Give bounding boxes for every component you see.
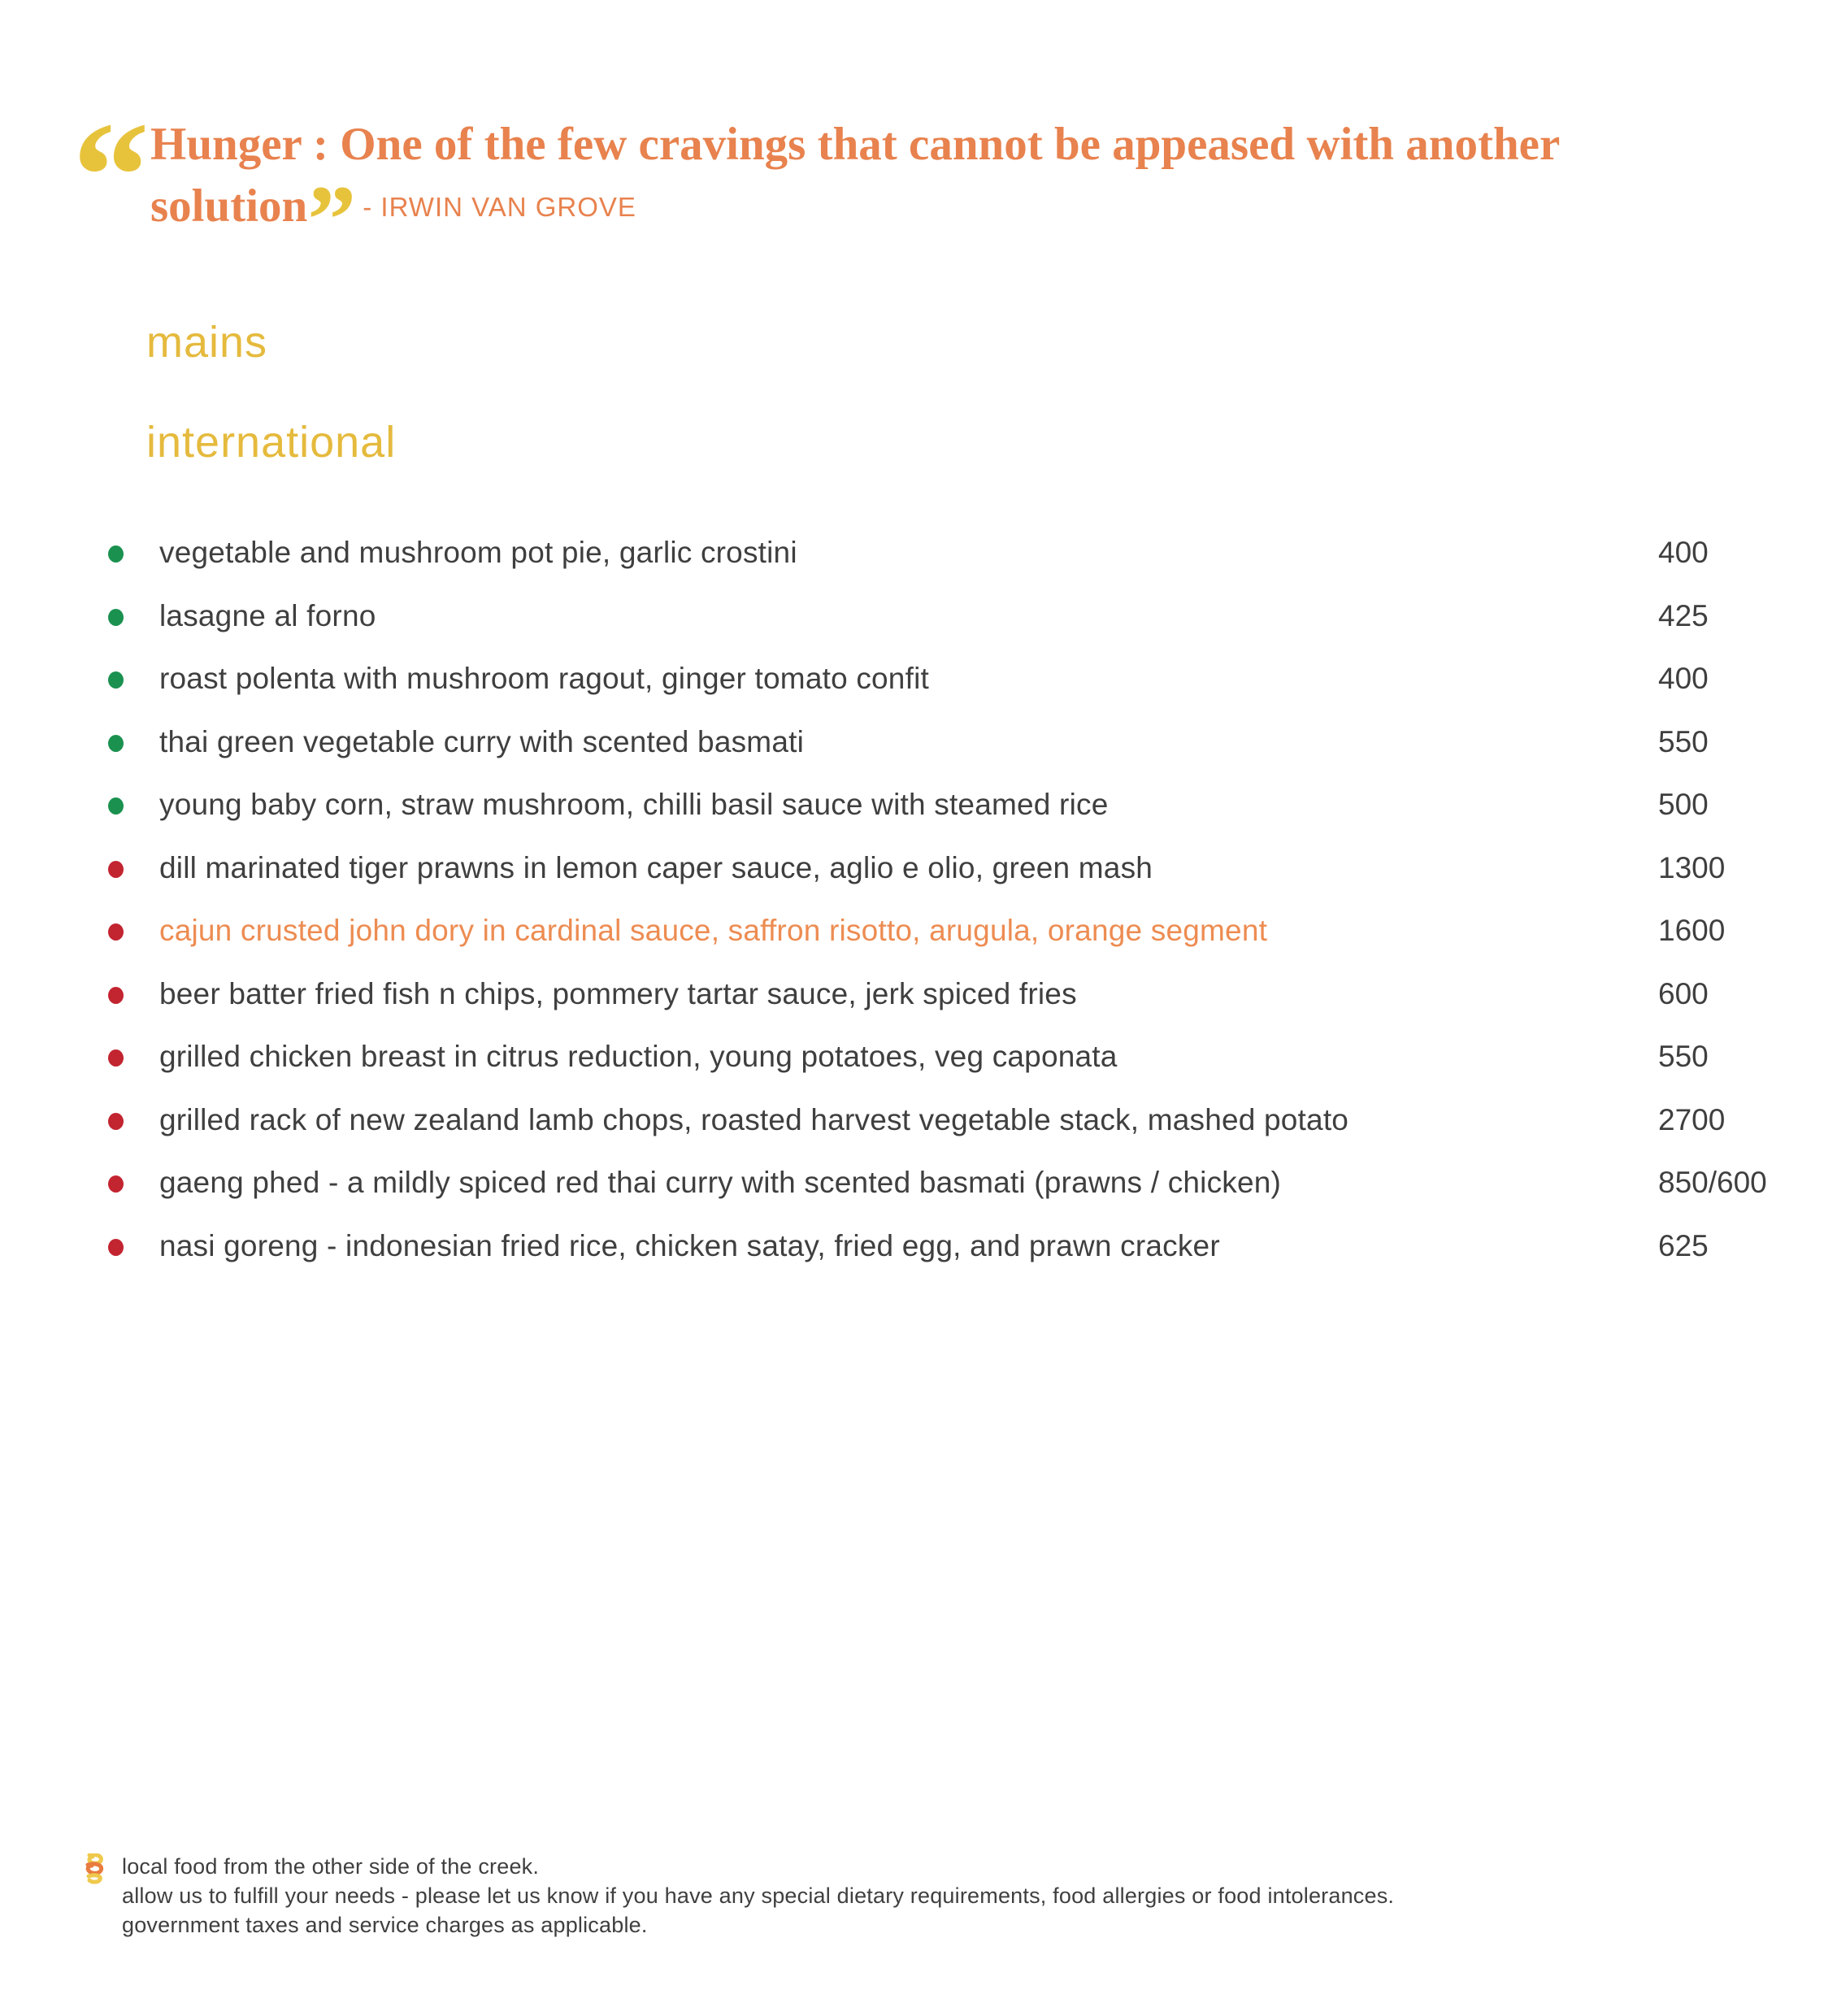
menu-item-row xyxy=(0,837,1824,901)
diet-bullet-icon xyxy=(108,609,124,626)
peel-twist-icon xyxy=(81,1853,104,1884)
menu-item-name: cajun crusted john dory in cardinal sauce, saffron risotto, arugula, orange segment xyxy=(159,914,1268,947)
diet-bullet-icon xyxy=(108,923,124,941)
menu-item-name: grilled chicken breast in citrus reduction, young potatoes, veg caponata xyxy=(159,1040,1118,1073)
menu-list xyxy=(0,522,1824,1278)
menu-item-price: 425 xyxy=(1658,598,1709,632)
menu-item-row xyxy=(0,1152,1824,1215)
menu-item-row xyxy=(0,585,1824,649)
diet-bullet-icon xyxy=(108,671,124,689)
section-heading-mains: mains xyxy=(146,318,268,367)
menu-item-row xyxy=(0,900,1824,963)
menu-item-price: 400 xyxy=(1658,662,1709,695)
menu-item-name: nasi goreng - indonesian fried rice, chicken satay, fried egg, and prawn cracker xyxy=(159,1228,1220,1262)
quote-line2 xyxy=(150,165,1687,273)
menu-item-price: 625 xyxy=(1658,1228,1709,1262)
diet-bullet-icon xyxy=(108,1049,124,1067)
menu-item-price: 550 xyxy=(1658,724,1709,758)
menu-item-row xyxy=(0,774,1824,837)
diet-bullet-icon xyxy=(108,1175,124,1193)
menu-item-row xyxy=(0,1026,1824,1089)
diet-bullet-icon xyxy=(108,1239,124,1256)
quote-text xyxy=(150,114,1687,273)
menu-item-row xyxy=(0,963,1824,1027)
menu-item-price: 850/600 xyxy=(1658,1166,1767,1199)
diet-bullet-icon xyxy=(108,797,124,815)
menu-item-price: 1300 xyxy=(1658,850,1726,884)
menu-item-price: 2700 xyxy=(1658,1102,1726,1136)
menu-item-name: lasagne al forno xyxy=(159,598,376,632)
menu-item-price: 600 xyxy=(1658,976,1709,1010)
menu-item-price: 1600 xyxy=(1658,914,1726,947)
diet-bullet-icon xyxy=(108,735,124,752)
menu-item-price: 500 xyxy=(1658,788,1709,821)
menu-item-name: vegetable and mushroom pot pie, garlic crostini xyxy=(159,536,797,569)
menu-item-name: dill marinated tiger prawns in lemon caper sauce, aglio e olio, green mash xyxy=(159,850,1153,884)
diet-bullet-icon xyxy=(108,1113,124,1130)
footer-note-line: local food from the other side of the creek. xyxy=(122,1854,540,1879)
footer xyxy=(81,1852,1707,1940)
menu-item-row xyxy=(0,522,1824,585)
menu-item-name: grilled rack of new zealand lamb chops, roasted harvest vegetable stack, mashed potato xyxy=(159,1102,1349,1136)
quote-block xyxy=(72,91,1687,273)
footer-note-line: government taxes and service charges as applicable. xyxy=(122,1913,648,1937)
footer-notes xyxy=(122,1852,1707,1940)
quote-line2-text: solution xyxy=(150,180,308,232)
menu-item-row xyxy=(0,711,1824,775)
diet-bullet-icon xyxy=(108,987,124,1004)
open-quote-icon: “ xyxy=(72,91,150,262)
menu-item-price: 550 xyxy=(1658,1040,1709,1073)
menu-item-price: 400 xyxy=(1658,536,1709,569)
menu-item-row xyxy=(0,1089,1824,1153)
menu-item-name: young baby corn, straw mushroom, chilli basil sauce with steamed rice xyxy=(159,788,1109,821)
quote-attribution: - IRWIN VAN GROVE xyxy=(363,192,636,222)
close-quote-icon: ” xyxy=(307,165,352,273)
diet-bullet-icon xyxy=(108,861,124,878)
menu-item-name: gaeng phed - a mildly spiced red thai curry with scented basmati (prawns / chicken) xyxy=(159,1166,1282,1199)
menu-item-name: beer batter fried fish n chips, pommery tartar sauce, jerk spiced fries xyxy=(159,976,1077,1010)
menu-item-row xyxy=(0,1215,1824,1279)
quote-line1: Hunger : One of the few cravings that cannot be appeased with another xyxy=(150,119,1561,170)
section-heading-international: international xyxy=(146,418,397,467)
menu-item-name: thai green vegetable curry with scented basmati xyxy=(159,724,804,758)
menu-item-name: roast polenta with mushroom ragout, ginger tomato confit xyxy=(159,662,929,695)
diet-bullet-icon xyxy=(108,545,124,563)
menu-item-row xyxy=(0,648,1824,711)
footer-note-line: allow us to fulfill your needs - please let us know if you have any special dietary requirements, food allergies or food intolerances. xyxy=(122,1883,1395,1908)
